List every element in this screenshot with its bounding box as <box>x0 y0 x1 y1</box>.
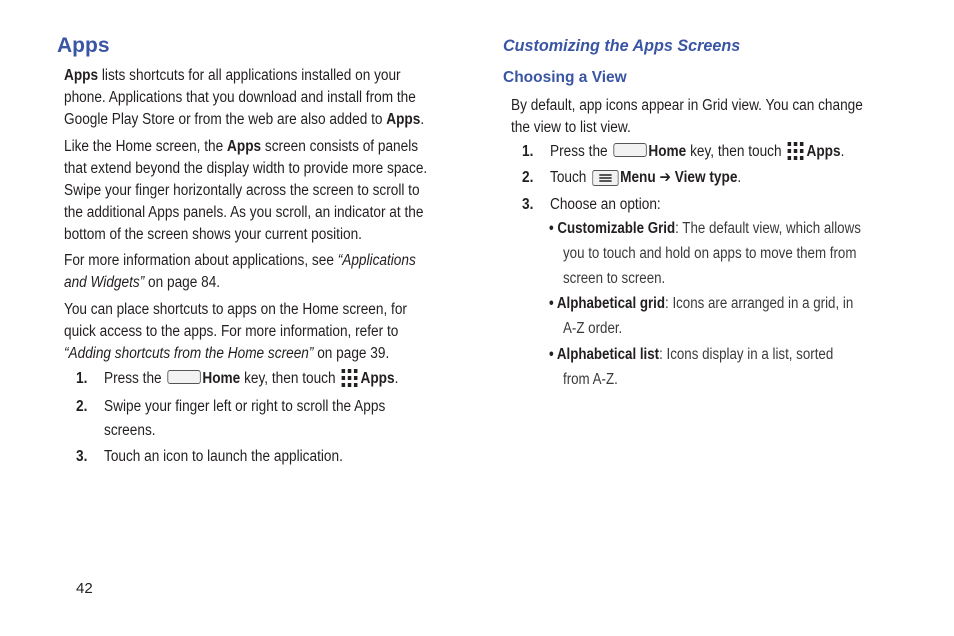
shortcuts-line-1: You can place shortcuts to apps on the Home screen, for <box>64 301 407 318</box>
step-number: 2. <box>76 398 88 415</box>
intro-line-3: Google Play Store or from the web are also added to Apps. <box>64 111 425 128</box>
view-step-1-text: Press the Home key, then touch Apps. <box>550 143 845 160</box>
panels-line-3: Swipe your finger horizontally across the screen to scroll to <box>64 182 420 199</box>
option-line: you to touch and hold on apps to move them from <box>563 245 857 262</box>
home-key-icon <box>613 143 646 157</box>
option-customizable-grid: • Customizable Grid: The default view, which allows <box>549 220 861 237</box>
apps-grid-icon <box>341 368 359 388</box>
intro-line-2: phone. Applications that you download and install from the <box>64 89 416 106</box>
view-intro-line-2: the view to list view. <box>511 119 631 136</box>
step-number: 2. <box>522 169 534 186</box>
option-line: A-Z order. <box>563 320 623 337</box>
option-line: from A-Z. <box>563 371 618 388</box>
cross-reference-link[interactable]: “Applications <box>337 252 416 269</box>
view-step-2-text: Touch Menu ➔ View type. <box>550 169 742 186</box>
page-title: Apps <box>57 34 110 57</box>
option-line: screen to screen. <box>563 270 666 287</box>
home-key-icon <box>167 370 200 384</box>
step-number: 1. <box>76 370 88 387</box>
subsection-heading: Choosing a View <box>503 69 627 86</box>
option-alphabetical-list: • Alphabetical list: Icons display in a list, sorted <box>549 346 834 363</box>
shortcuts-line-2: quick access to the apps. For more information, refer to <box>64 323 399 340</box>
more-info-line-2: and Widgets” on page 84. <box>64 274 221 291</box>
page-number: 42 <box>76 580 93 597</box>
section-heading: Customizing the Apps Screens <box>503 36 741 55</box>
step-number: 3. <box>76 448 88 465</box>
cross-reference-link[interactable]: “Adding shortcuts from the Home screen” <box>64 345 314 362</box>
step-1-text: Press the Home key, then touch Apps. <box>104 370 399 387</box>
menu-key-icon <box>592 170 618 186</box>
panels-line-4: the additional Apps panels. As you scroll, an indicator at the <box>64 204 424 221</box>
step-3-text: Touch an icon to launch the application. <box>104 448 343 465</box>
shortcuts-line-3: “Adding shortcuts from the Home screen” on page 39. <box>64 345 390 362</box>
step-number: 1. <box>522 143 534 160</box>
step-number: 3. <box>522 196 534 213</box>
more-info-line-1: For more information about applications, see “Applications <box>64 252 416 269</box>
panels-line-1: Like the Home screen, the Apps screen consists of panels <box>64 138 419 155</box>
step-2-line-2: screens. <box>104 422 156 439</box>
panels-line-5: bottom of the screen shows your current position. <box>64 226 362 243</box>
view-step-3-text: Choose an option: <box>550 196 661 213</box>
apps-grid-icon <box>787 141 805 161</box>
intro-line-1: Apps lists shortcuts for all applications installed on your <box>64 67 401 84</box>
step-2-line-1: Swipe your finger left or right to scroll the Apps <box>104 398 386 415</box>
panels-line-2: that extend beyond the display width to provide more space. <box>64 160 428 177</box>
option-alphabetical-grid: • Alphabetical grid: Icons are arranged in a grid, in <box>549 295 854 312</box>
view-intro-line-1: By default, app icons appear in Grid view. You can change <box>511 97 863 114</box>
